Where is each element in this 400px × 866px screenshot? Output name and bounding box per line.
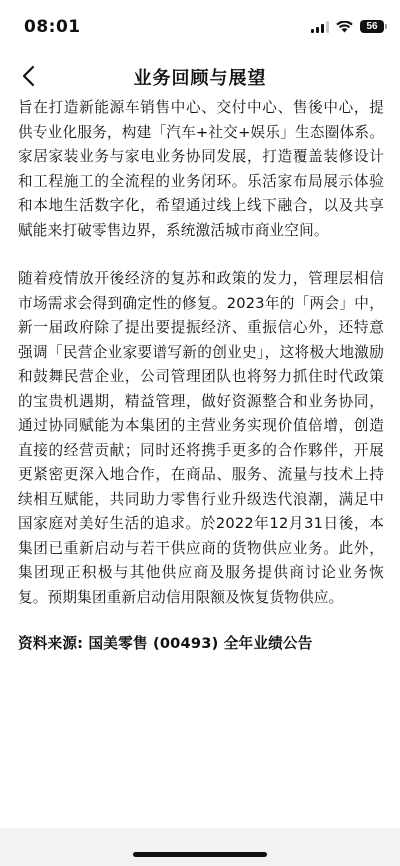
home-indicator[interactable] <box>133 852 267 857</box>
page-title: 业务回顾与展望 <box>133 68 267 89</box>
status-icons <box>311 20 384 33</box>
bottom-bar <box>0 828 400 866</box>
source-citation: 资料来源: 国美零售 (00493) 全年业绩公告 <box>18 635 313 652</box>
status-bar <box>0 0 400 56</box>
nav-bar <box>0 56 400 96</box>
cellular-signal-icon <box>311 21 329 33</box>
wifi-icon <box>336 21 353 33</box>
battery-icon: 56 <box>360 20 384 33</box>
article-paragraph-1: 旨在打造新能源车销售中心、交付中心、售後中心，提供专业化服务，构建「汽车+社交+娱乐」生态圈体系。家居家装业务与家电业务协同发展，打造覆盖装修设计和工程施工的全流程的业务闭环。乐活家布局展示体验和本地生活数字化，希望通过线上线下融合，以及共享赋能来打破零售边界，系统激活城市商业空间。 <box>18 99 384 239</box>
article-content <box>18 96 384 653</box>
article-paragraph-2: 随着疫情放开後经济的复苏和政策的发力，管理层相信市场需求会得到确定性的修复。2023年的「两会」中，新一届政府除了提出要提振经济、重振信心外，还特意强调「民营企业家要谱写新的创业史」，这将极大地激励和鼓舞民营企业，公司管理团队也将努力抓住时代政策的宝贵机遇期，精益管理，做好资源整合和业务协同，通过协同赋能为本集团的主营业务实现价值倍增，创造直接的经营贡献；同时还将携手更多的合作夥伴，开展更紧密更深入地合作，在商品、服务、流量与技术上持续相互赋能，共同助力零售行业升级迭代浪潮，满足中国家庭对美好生活的追求。於2022年12月31日後，本集团已重新启动与若干供应商的货物供应业务。此外，集团现正积极与其他供应商及服务提供商讨论业务恢复。预期集团重新启动信用限额及恢复货物供应。 <box>18 270 384 606</box>
status-time: 08:01 <box>24 17 81 37</box>
